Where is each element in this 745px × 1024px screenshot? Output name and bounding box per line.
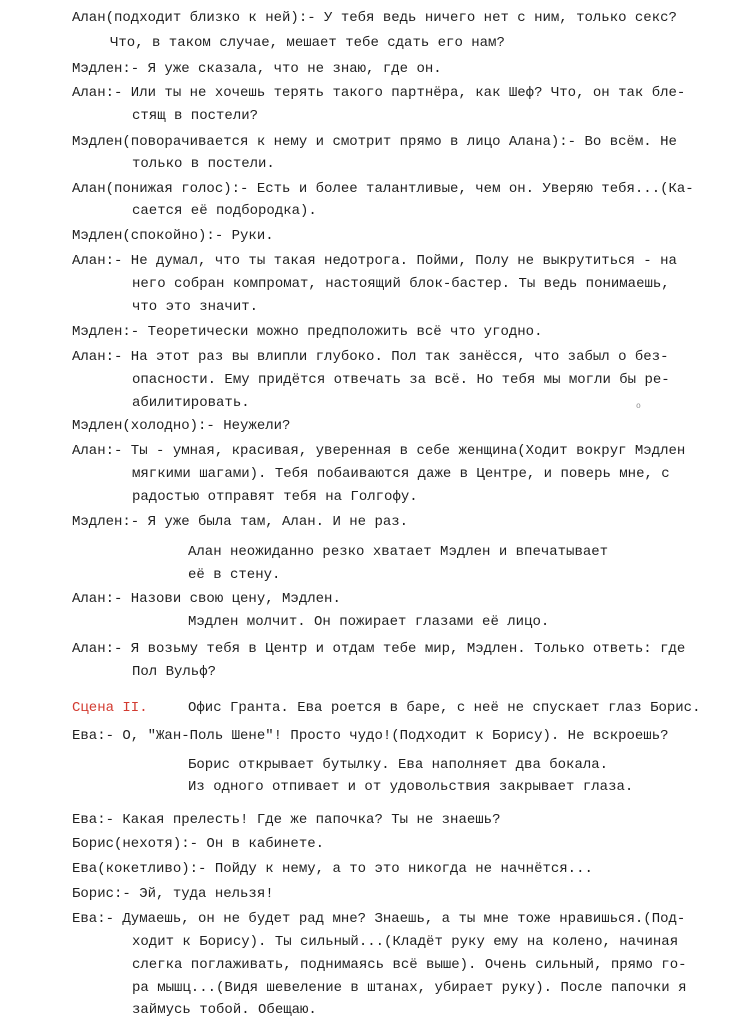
script-line-8: Алан(понижая голос):- Есть и более талантливые, чем он. Уверяю тебя...(Ка- [72,181,694,197]
script-line-35: Борис(нехотя):- Он в кабинете. [72,836,325,852]
script-line-37: Борис:- Эй, туда нельзя! [72,886,274,902]
script-line-9: сается её подбородка). [132,203,317,219]
script-line-27: Алан:- Я возьму тебя в Центр и отдам тебе мир, Мэдлен. Только ответь: где [72,641,686,657]
script-line-12: него собран компромат, настоящий блок-бастер. Ты ведь понимаешь, [132,276,670,292]
scene-heading: Сцена II. [72,700,148,716]
script-line-28: Пол Вульф? [132,664,217,680]
script-line-2: Что, в таком случае, мешает тебе сдать его нам? [110,35,505,51]
stage-direction-4: Борис открывает бутылку. Ева наполняет два бокала. [188,757,609,773]
scene-description: Офис Гранта. Ева роется в баре, с неё не спускает глаз Борис. [188,700,701,716]
script-line-5: стящ в постели? [132,108,259,124]
paper-speck: o [636,402,641,411]
stage-direction-3: Мэдлен молчит. Он пожирает глазами её лицо. [188,614,550,630]
script-line-20: мягкими шагами). Тебя побаиваются даже в Центре, и поверь мне, с [132,466,670,482]
script-line-31: Ева:- О, "Жан-Поль Шене"! Просто чудо!(Подходит к Борису). Не вскроешь? [72,728,669,744]
script-line-17: абилитировать. [132,395,250,411]
script-line-39: ходит к Борису). Ты сильный...(Кладёт руку ему на колено, начиная [132,934,679,950]
script-line-34: Ева:- Какая прелесть! Где же папочка? Ты не знаешь? [72,812,501,828]
script-line-42: займусь тобой. Обещаю. [132,1002,317,1018]
script-line-10: Мэдлен(спокойно):- Руки. [72,228,274,244]
script-line-40: слегка поглаживать, поднимаясь всё выше). Очень сильный, прямо го- [132,957,687,973]
script-line-14: Мэдлен:- Теоретически можно предположить всё что угодно. [72,324,543,340]
stage-direction-5: Из одного отпивает и от удовольствия закрывает глаза. [188,779,634,795]
stage-direction-2: её в стену. [188,567,281,583]
script-line-4: Алан:- Или ты не хочешь терять такого партнёра, как Шеф? Что, он так бле- [72,85,686,101]
script-line-41: ра мышц...(Видя шевеление в штанах, убирает руку). После папочки я [132,980,687,996]
script-line-21: радостью отправят тебя на Голгофу. [132,489,418,505]
script-line-22: Мэдлен:- Я уже была там, Алан. И не раз. [72,514,409,530]
script-line-6: Мэдлен(поворачивается к нему и смотрит прямо в лицо Алана):- Во всём. Не [72,134,677,150]
script-line-7: только в постели. [132,156,275,172]
stage-direction-1: Алан неожиданно резко хватает Мэдлен и впечатывает [188,544,609,560]
script-line-13: что это значит. [132,299,259,315]
script-line-3: Мэдлен:- Я уже сказала, что не знаю, где он. [72,61,442,77]
script-line-38: Ева:- Думаешь, он не будет рад мне? Знаешь, а ты мне тоже нравишься.(Под- [72,911,686,927]
script-line-19: Алан:- Ты - умная, красивая, уверенная в себе женщина(Ходит вокруг Мэдлен [72,443,686,459]
script-line-18: Мэдлен(холодно):- Неужели? [72,418,291,434]
script-line-25: Алан:- Назови свою цену, Мэдлен. [72,591,341,607]
script-line-11: Алан:- Не думал, что ты такая недотрога. Пойми, Полу не выкрутиться - на [72,253,677,269]
script-line-1: Алан(подходит близко к ней):- У тебя ведь ничего нет с ним, только секс? [72,10,677,26]
script-line-15: Алан:- На этот раз вы влипли глубоко. Пол так занёсся, что забыл о без- [72,349,669,365]
script-line-16: опасности. Ему придётся отвечать за всё. Но тебя мы могли бы ре- [132,372,670,388]
script-line-36: Ева(кокетливо):- Пойду к нему, а то это никогда не начнётся... [72,861,593,877]
